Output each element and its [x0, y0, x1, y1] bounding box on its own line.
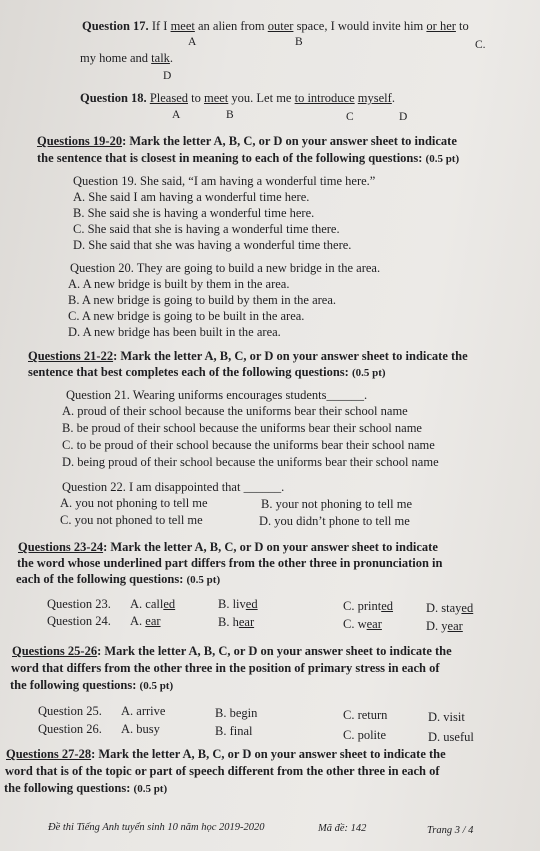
- question-25-label: Question 25.: [38, 704, 102, 718]
- question-18-line: Question 18. Pleased to meet you. Let me to introduce myself.: [80, 91, 395, 105]
- q24-option-c: C. wear: [343, 617, 382, 631]
- q18-letter-d: D: [399, 111, 408, 123]
- question-22-stem: Question 22. I am disappointed that ______.: [62, 480, 285, 494]
- q25-option-d: D. visit: [428, 710, 465, 724]
- section-23-24-heading-line-3: each of the following questions: (0.5 pt): [16, 572, 221, 586]
- q24-option-d: D. year: [426, 619, 463, 633]
- question-24-label: Question 24.: [47, 614, 111, 628]
- q22-option-b: B. your not phoning to tell me: [261, 497, 413, 511]
- question-20-stem: Question 20. They are going to build a new bridge in the area.: [70, 261, 381, 275]
- q23-option-d: D. stayed: [426, 601, 474, 615]
- question-23-label: Question 23.: [47, 597, 111, 611]
- q21-option-a: A. proud of their school because the uniforms bear their school name: [62, 404, 408, 418]
- section-25-26-heading-line-1: Questions 25-26: Mark the letter A, B, C, or D on your answer sheet to indicate the: [12, 644, 452, 658]
- question-26-label: Question 26.: [38, 722, 102, 736]
- q20-option-d: D. A new bridge has been built in the area.: [68, 325, 281, 339]
- q23-option-a: A. called: [130, 597, 176, 611]
- section-27-28-heading-line-1: Questions 27-28: Mark the letter A, B, C, or D on your answer sheet to indicate the: [6, 747, 446, 761]
- section-23-24-heading-line-1: Questions 23-24: Mark the letter A, B, C, or D on your answer sheet to indicate: [18, 540, 438, 554]
- section-23-24-heading-line-2: the word whose underlined part differs from the other three in pronunciation in: [17, 556, 443, 570]
- question-17-line-2: my home and talk.: [80, 51, 174, 65]
- q25-option-c: C. return: [343, 708, 388, 722]
- q24-option-a: A. ear: [130, 614, 161, 628]
- q20-option-b: B. A new bridge is going to build by them in the area.: [68, 293, 337, 307]
- q22-option-c: C. you not phoned to tell me: [60, 513, 203, 527]
- q25-option-a: A. arrive: [121, 704, 166, 718]
- q19-option-b: B. She said she is having a wonderful time here.: [73, 206, 315, 220]
- q23-option-b: B. lived: [218, 597, 258, 611]
- q19-option-a: A. She said I am having a wonderful time here.: [73, 190, 310, 204]
- footer-page-number: Trang 3 / 4: [427, 825, 474, 836]
- q17-letter-a: A: [188, 36, 197, 48]
- q25-option-b: B. begin: [215, 706, 258, 720]
- section-19-20-heading-line-2: the sentence that is closest in meaning to each of the following questions: (0.5 pt): [37, 151, 460, 165]
- q23-option-c: C. printed: [343, 599, 394, 613]
- section-27-28-heading-line-3: the following questions: (0.5 pt): [4, 781, 168, 795]
- q19-option-d: D. She said that she was having a wonderful time there.: [73, 238, 352, 252]
- section-27-28-heading-line-2: word that is of the topic or part of speech different from the other three in each of: [5, 764, 440, 778]
- section-21-22-heading-line-2: sentence that best completes each of the following questions: (0.5 pt): [28, 365, 386, 379]
- q17-letter-d: D: [163, 70, 172, 82]
- section-19-20-heading-line-1: Questions 19-20: Mark the letter A, B, C, or D on your answer sheet to indicate: [37, 134, 457, 148]
- q20-option-c: C. A new bridge is going to be built in the area.: [68, 309, 305, 323]
- q22-option-a: A. you not phoning to tell me: [60, 496, 208, 510]
- q18-letter-a: A: [172, 109, 181, 121]
- q22-option-d: D. you didn’t phone to tell me: [259, 514, 410, 528]
- question-17-line-1: Question 17. If I meet an alien from outer space, I would invite him or her to: [82, 19, 469, 33]
- q21-option-d: D. being proud of their school because the uniforms bear their school name: [62, 455, 439, 469]
- q21-option-b: B. be proud of their school because the uniforms bear their school name: [62, 421, 422, 435]
- q19-option-c: C. She said that she is having a wonderful time there.: [73, 222, 340, 236]
- q17-letter-c: C.: [475, 39, 486, 51]
- q26-option-b: B. final: [215, 724, 253, 738]
- q20-option-a: A. A new bridge is built by them in the area.: [68, 277, 290, 291]
- answer-blank: ______: [243, 480, 282, 494]
- footer-exam-title: Đề thi Tiếng Anh tuyển sinh 10 năm học 2019-2020: [48, 822, 265, 833]
- q18-letter-c: C: [346, 111, 354, 123]
- question-19-stem: Question 19. She said, “I am having a wonderful time here.”: [73, 174, 376, 188]
- answer-blank: ______: [326, 388, 365, 402]
- question-21-stem: Question 21. Wearing uniforms encourages students______.: [66, 388, 368, 402]
- q26-option-a: A. busy: [121, 722, 160, 736]
- q18-letter-b: B: [226, 109, 234, 121]
- q17-letter-b: B: [295, 36, 303, 48]
- q21-option-c: C. to be proud of their school because the uniforms bear their school name: [62, 438, 435, 452]
- section-21-22-heading-line-1: Questions 21-22: Mark the letter A, B, C, or D on your answer sheet to indicate the: [28, 349, 468, 363]
- q24-option-b: B. hear: [218, 615, 255, 629]
- q26-option-c: C. polite: [343, 728, 387, 742]
- section-25-26-heading-line-3: the following questions: (0.5 pt): [10, 678, 174, 692]
- footer-exam-code: Mã đề: 142: [318, 823, 367, 834]
- section-25-26-heading-line-2: word that differs from the other three in the position of primary stress in each of: [11, 661, 440, 675]
- q26-option-d: D. useful: [428, 730, 474, 744]
